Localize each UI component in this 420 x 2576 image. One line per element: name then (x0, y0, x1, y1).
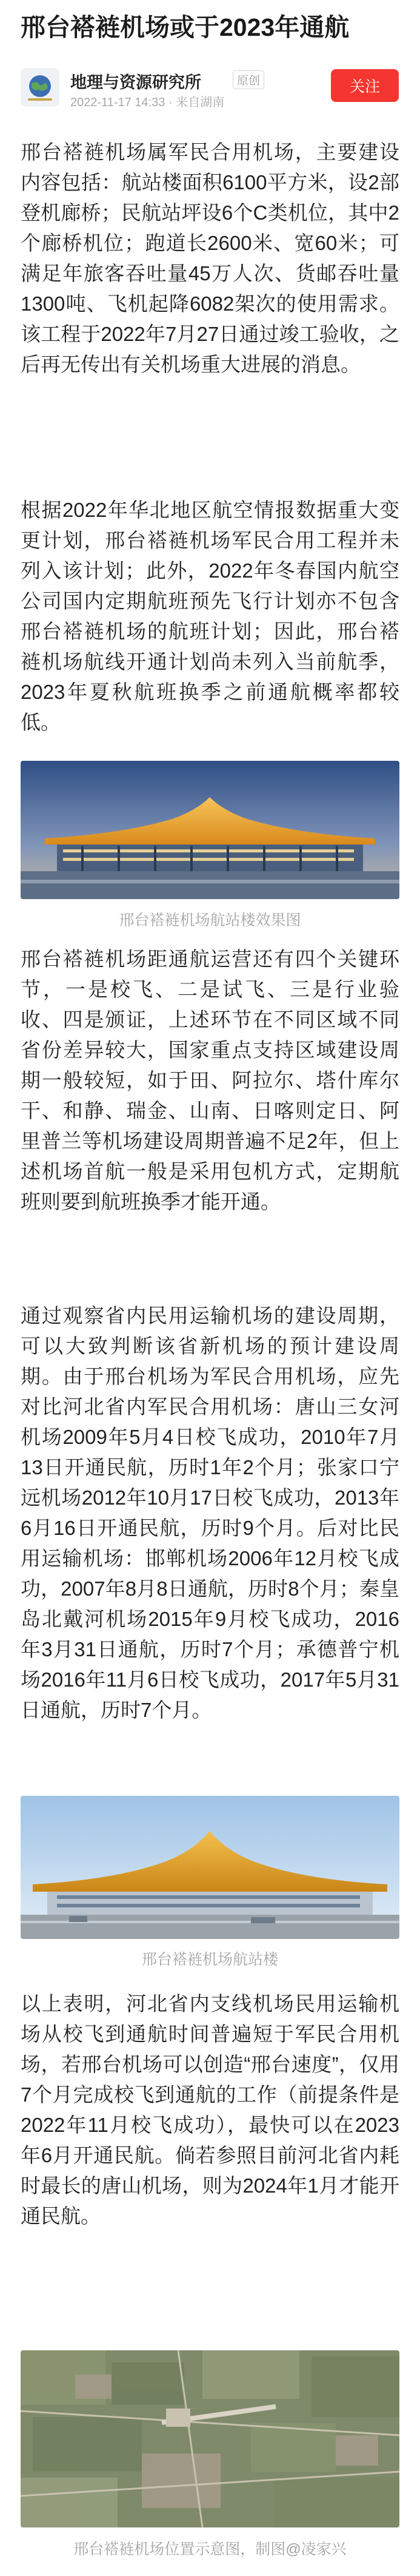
article-title: 邢台褡裢机场或于2023年通航 (21, 13, 350, 41)
image-caption: 邢台褡裢机场位置示意图，制图@凌家兴 (73, 2541, 347, 2558)
publish-meta: 2022-11-17 14:33 · 来自湖南 (70, 96, 225, 109)
author-name[interactable]: 地理与资源研究所 (70, 73, 201, 92)
paragraph: 以上表明，河北省内支线机场民用运输机场从校飞到通航时间普遍短于军民合用机场，若邢台机场可以创造“邢台速度”，仅用7个月完成校飞到通航的工作（前提条件是2022年11月校飞成功），最快可以在2023年6月开通民航。倘若参照目前河北省内耗时最长的唐山机场，则为2024年1月才能开通民航。 (21, 1992, 399, 2227)
original-badge: 原创 (233, 70, 264, 89)
terminal-photo-image (21, 1796, 399, 1939)
paragraph: 邢台褡裢机场属军民合用机场，主要建设内容包括：航站楼面积6100平方米，设2部登机廊桥；民航站坪设6个C类机位，其中2个廊桥机位；跑道长2600米、宽60米；可满足年旅客吞吐量45万人次、货邮吞吐量1300吨、飞机起降6082架次的使用需求。该工程于2022年7月27日通过竣工验收，之后再无传出有关机场重大进展的消息。 (21, 141, 399, 376)
avatar[interactable] (21, 68, 59, 107)
image-caption: 邢台褡裢机场航站楼 (141, 1951, 278, 1968)
paragraph: 邢台褡裢机场距通航运营还有四个关键环节，一是校飞、二是试飞、三是行业验收、四是颁证，上述环节在不同区域不同省份差异较大，国家重点支持区域建设周期一般较短，如于田、阿拉尔、塔什库尔干、和静、瑞金、山南、日喀则定日、阿里普兰等机场建设周期普遍不足2年，但上述机场首航一般是采用包机方式，定期航班则要到航班换季才能开通。 (21, 948, 399, 1213)
location-map-image (21, 2350, 399, 2527)
paragraph: 根据2022年华北地区航空情报数据重大变更计划，邢台褡裢机场军民合用工程并未列入该计划；此外，2022年冬春国内航空公司国内定期航班预先飞行计划亦不包含邢台褡裢机场的航班计划；因此，邢台褡裢机场航线开通计划尚未列入当前航季，2023年夏秋航班换季之前通航概率都较低。 (21, 499, 399, 733)
terminal-rendering-image (21, 761, 399, 899)
author-bar (21, 67, 399, 110)
globe-icon (21, 68, 59, 107)
image-caption: 邢台褡裢机场航站楼效果图 (119, 912, 301, 929)
paragraph: 通过观察省内民用运输机场的建设周期，可以大致判断该省新机场的预计建设周期。由于邢台机场为军民合用机场，应先对比河北省内军民合用机场：唐山三女河机场2009年5月4日校飞成功，2010年7月13日开通民航，历时1年2个月；张家口宁远机场2012年10月17日校飞成功，2013年6月16日开通民航，历时9个月。后对比民用运输机场：邯郸机场2006年12月校飞成功，2007年8月8日通航，历时8个月；秦皇岛北戴河机场2015年9月校飞成功，2016年3月31日通航，历时7个月；承德普宁机场2016年11月6日校飞成功，2017年5月31日通航，历时7个月。 (21, 1304, 399, 1721)
follow-button[interactable]: 关注 (331, 69, 399, 102)
